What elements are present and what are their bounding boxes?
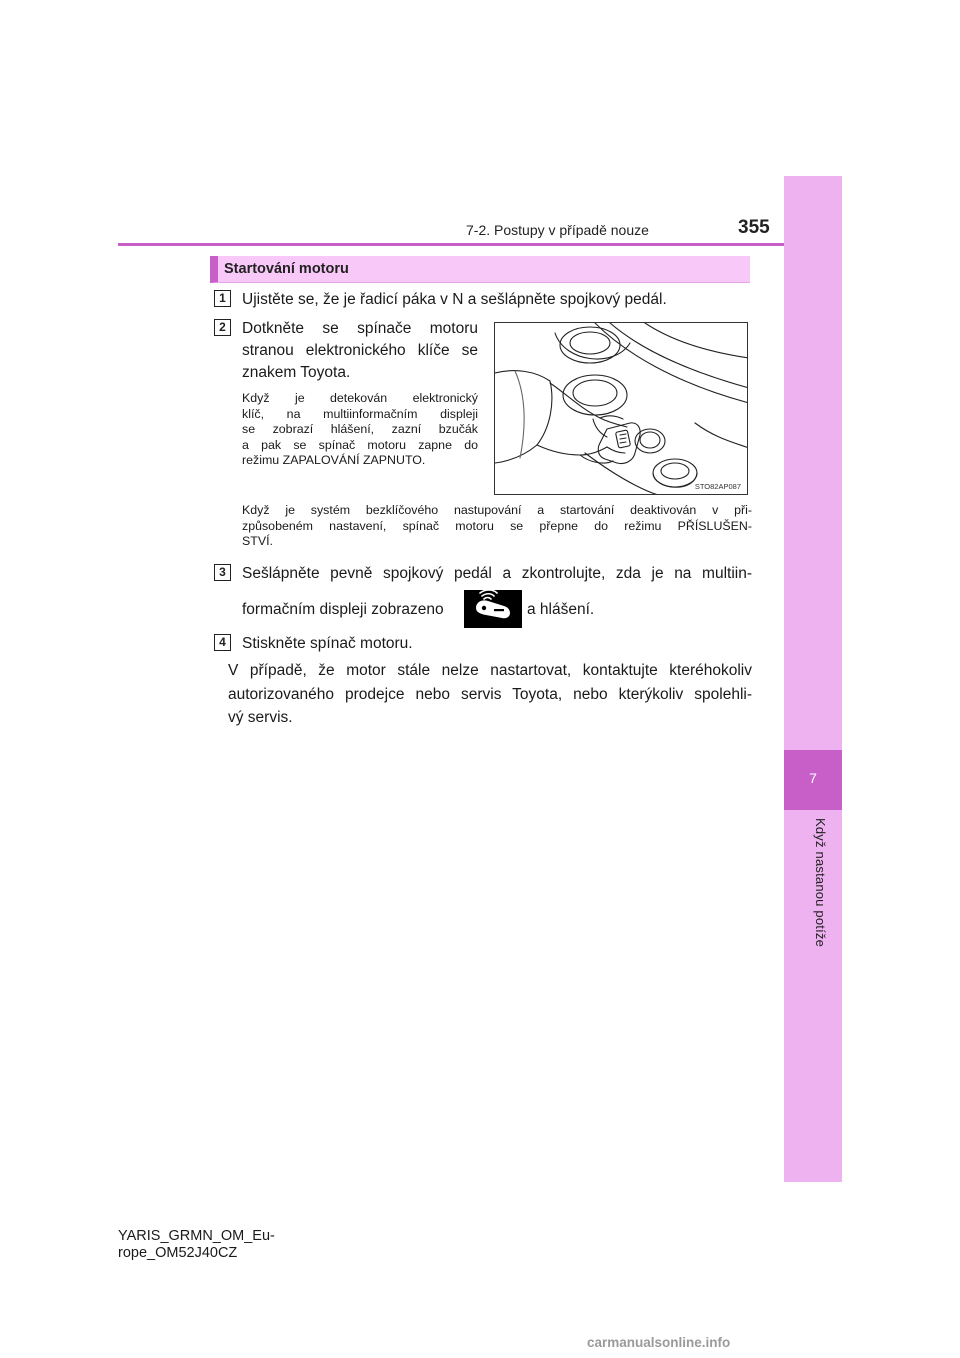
chapter-title: Když nastanou potíže [813, 818, 828, 948]
step-marker-4: 4 [214, 634, 231, 651]
step-3-line-1: Sešlápněte pevně spojkový pedál a zkontrolujte, zda je na multiin- [242, 565, 752, 582]
step-2-note-2-line-3: STVÍ. [242, 534, 273, 548]
engine-start-illustration [494, 322, 748, 495]
step-marker-1: 1 [214, 290, 231, 307]
section-heading: Startování motoru [224, 261, 349, 277]
step-2-note-line-2: klíč, na multiinformačním displeji [242, 406, 478, 421]
step-2-note-2-line-1: Když je systém bezklíčového nastupování a startování deaktivován v při- [242, 503, 752, 517]
step-2-note [242, 391, 478, 469]
footer-line-2: rope_OM52J40CZ [118, 1245, 238, 1261]
step-2-note-line-1: Když je detekován elektronický [242, 391, 478, 405]
closing-paragraph [228, 659, 752, 730]
step-2-note-line-5: režimu ZAPALOVÁNÍ ZAPNUTO. [242, 453, 426, 467]
step-2-line-3: znakem Toyota. [242, 364, 351, 381]
hand-key-switch-icon [495, 323, 748, 495]
step-marker-2: 2 [214, 319, 231, 336]
watermark: carmanualsonline.info [587, 1335, 731, 1350]
step-2-note-2-line-2: způsobeném nastavení, spínač motoru se přepne do režimu PŘÍSLUŠEN- [242, 518, 752, 533]
page-number: 355 [738, 217, 770, 238]
illustration-code: STO82AP087 [694, 482, 741, 491]
closing-line-1: V případě, že motor stále nelze nastartovat, kontaktujte kteréhokoliv [228, 662, 752, 679]
closing-line-3: vý servis. [228, 709, 293, 726]
document-footer [118, 1228, 275, 1262]
key-system-warning-icon [464, 590, 522, 628]
step-4-text: Stiskněte spínač motoru. [242, 635, 413, 652]
step-2-note-line-3: se zobrazí hlášení, zazní bzučák [242, 422, 478, 436]
step-2-note-2 [242, 503, 752, 550]
chapter-number: 7 [809, 770, 817, 786]
header-rule [118, 243, 784, 246]
step-3-line-2-after: a hlášení. [527, 601, 595, 618]
step-1-text: Ujistěte se, že je řadicí páka v N a sešlápněte spojkový pedál. [242, 291, 667, 308]
step-2-note-line-4: a pak se spínač motoru zapne do [242, 437, 478, 452]
chapter-side-tab [784, 176, 842, 1182]
step-2-line-1: Dotkněte se spínače motoru [242, 320, 478, 337]
step-2-line-2: stranou elektronického klíče se [242, 342, 478, 359]
footer-line-1: YARIS_GRMN_OM_Eu- [118, 1228, 275, 1244]
section-title: 7-2. Postupy v případě nouze [466, 222, 649, 238]
closing-line-2: autorizovaného prodejce nebo servis Toyota, nebo kterýkoliv spolehli- [228, 685, 752, 703]
step-3-line-2-before: formačním displeji zobrazeno [242, 601, 444, 618]
step-2-text [242, 318, 478, 384]
step-marker-3: 3 [214, 564, 231, 581]
key-warning-glyph-icon [464, 590, 522, 628]
